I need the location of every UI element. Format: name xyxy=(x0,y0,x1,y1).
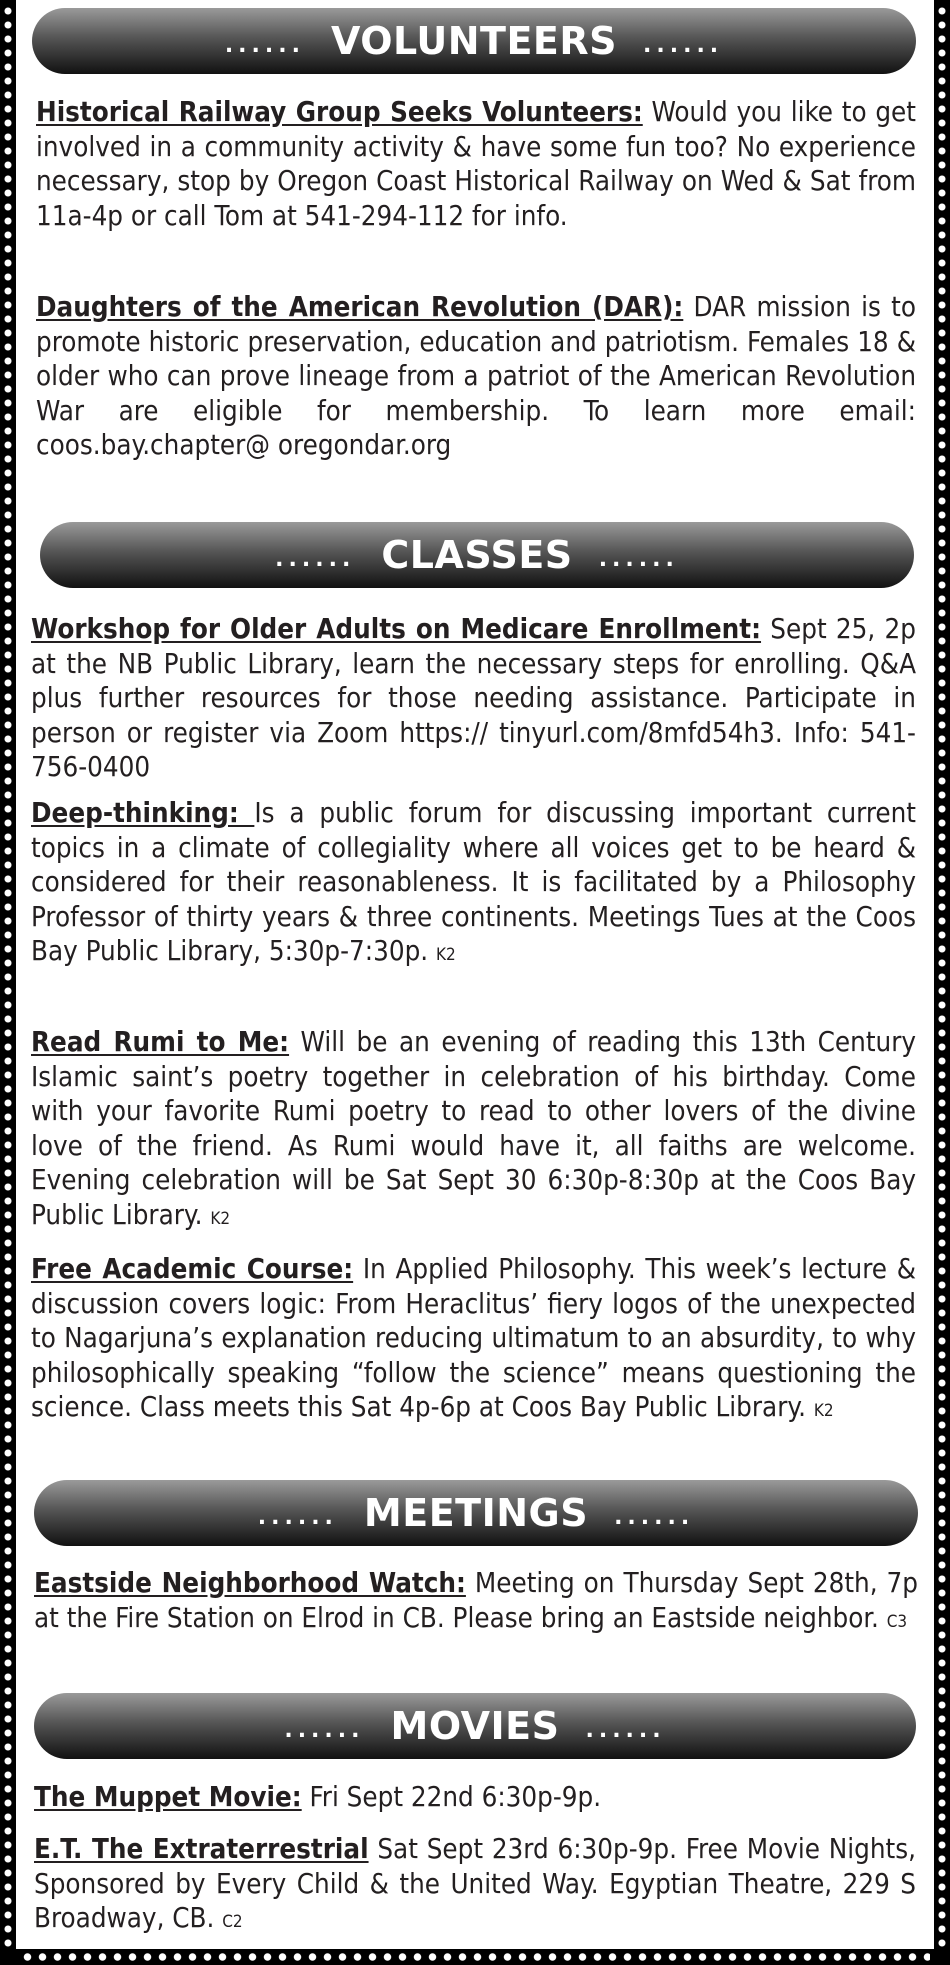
volunteers-title: VOLUNTEERS xyxy=(330,19,618,63)
volunteer-entry-railway xyxy=(36,95,916,233)
left-border xyxy=(0,0,16,1965)
entry-title: Free Academic Course: xyxy=(31,1253,354,1285)
entry-body: Sept 25, 2p at the NB Public Library, learn the necessary steps for enrolling. Q&A plus further resources for those needing assistance. Participate in person or register via Zoom https:// tinyurl.com/8mfd54h3. Info: 541-756-0400 xyxy=(31,613,916,783)
volunteers-header xyxy=(32,8,916,74)
right-border xyxy=(934,0,950,1965)
entry-code: K2 xyxy=(210,1208,231,1229)
header-dots-right: ...... xyxy=(643,32,724,58)
listing-content xyxy=(28,0,916,1949)
header-dots-right: ...... xyxy=(585,1717,666,1743)
entry-title: Daughters of the American Revolution (DAR): xyxy=(36,291,684,323)
entry-body: In Applied Philosophy. This week’s lecture & discussion covers logic: From Heraclitus’ fiery logos of the unexpected to Nagarjuna’s explanation reducing ultimatum to an absurdity, to why philosophically speaking “follow the science” means questioning the science. Class meets this Sat 4p-6p at Coos Bay Public Library. xyxy=(31,1253,916,1423)
class-entry-deep-thinking xyxy=(31,796,916,973)
entry-body: Would you like to get involved in a community activity & have some fun too? No experience necessary, stop by Oregon Coast Historical Railway on Wed & Sat from 11a-4p or call Tom at 541-294-112 for info. xyxy=(36,96,916,232)
class-entry-rumi xyxy=(31,1025,916,1236)
header-dots-left: ...... xyxy=(284,1717,365,1743)
entry-code: K2 xyxy=(813,1401,834,1421)
left-border-dots xyxy=(4,4,12,1961)
header-dots-left: ...... xyxy=(275,546,356,572)
entry-title: E.T. The Extraterrestrial xyxy=(34,1833,369,1865)
entry-title: Eastside Neighborhood Watch: xyxy=(34,1567,466,1599)
header-dots-right: ...... xyxy=(598,546,679,572)
bottom-border xyxy=(0,1949,950,1965)
class-entry-academic-course xyxy=(31,1252,916,1429)
header-dots-left: ...... xyxy=(224,32,305,58)
entry-body: DAR mission is to promote historic preservation, education and patriotism. Females 18 & older who can prove lineage from a patriot of the American Revolution War are eligible for membership. To learn more email: coos.bay.chapter@ oregondar.org xyxy=(36,291,916,461)
right-border-dots xyxy=(938,4,946,1961)
movies-header xyxy=(34,1693,916,1759)
entry-body: Sat Sept 23rd 6:30p-9p. Free Movie Nights, Sponsored by Every Child & the United Way. Egyptian Theatre, 229 S Broadway, CB. xyxy=(34,1833,917,1934)
header-dots-right: ...... xyxy=(614,1504,695,1530)
entry-title: Historical Railway Group Seeks Volunteers: xyxy=(36,96,643,128)
header-dots-left: ...... xyxy=(257,1504,338,1530)
movies-title: MOVIES xyxy=(390,1704,560,1748)
entry-body: Fri Sept 22nd 6:30p-9p. xyxy=(301,1781,602,1813)
entry-title: The Muppet Movie: xyxy=(34,1781,302,1813)
meetings-header xyxy=(34,1480,918,1546)
entry-title: Read Rumi to Me: xyxy=(31,1026,290,1058)
volunteer-entry-dar xyxy=(36,290,916,463)
meeting-entry-neighborhood-watch xyxy=(34,1566,918,1639)
entry-body: Is a public forum for discussing important current topics in a climate of collegiality where all voices get to be heard & considered for their reasonableness. It is facilitated by a Philosophy Professor of thirty years & three continents. Meetings Tues at the Coos Bay Public Library, 5:30p-7:30p. xyxy=(31,797,916,967)
entry-title: Deep-thinking: xyxy=(31,797,255,829)
classes-header xyxy=(40,522,914,588)
entry-code: C3 xyxy=(886,1611,908,1632)
class-entry-medicare xyxy=(31,612,916,789)
bottom-border-dots xyxy=(20,1953,930,1961)
entry-body: Will be an evening of reading this 13th Century Islamic saint’s poetry together in celebration of his birthday. Come with your favorite Rumi poetry to read to other lovers of the divine love of the friend. As Rumi would have it, all faiths are welcome. Evening celebration will be Sat Sept 30 6:30p-8:30p at the Coos Bay Public Library. xyxy=(31,1026,917,1231)
entry-code: K2 xyxy=(436,945,456,965)
entry-code: C2 xyxy=(222,1912,243,1932)
entry-title: Workshop for Older Adults on Medicare Enrollment: xyxy=(31,613,762,645)
entry-body: Meeting on Thursday Sept 28th, 7p at the Fire Station on Elrod in CB. Please bring an Eastside neighbor. xyxy=(34,1567,918,1634)
meetings-title: MEETINGS xyxy=(363,1491,589,1535)
movie-entry-muppet xyxy=(34,1780,916,1819)
classes-title: CLASSES xyxy=(381,533,573,577)
movie-entry-et xyxy=(34,1832,916,1940)
